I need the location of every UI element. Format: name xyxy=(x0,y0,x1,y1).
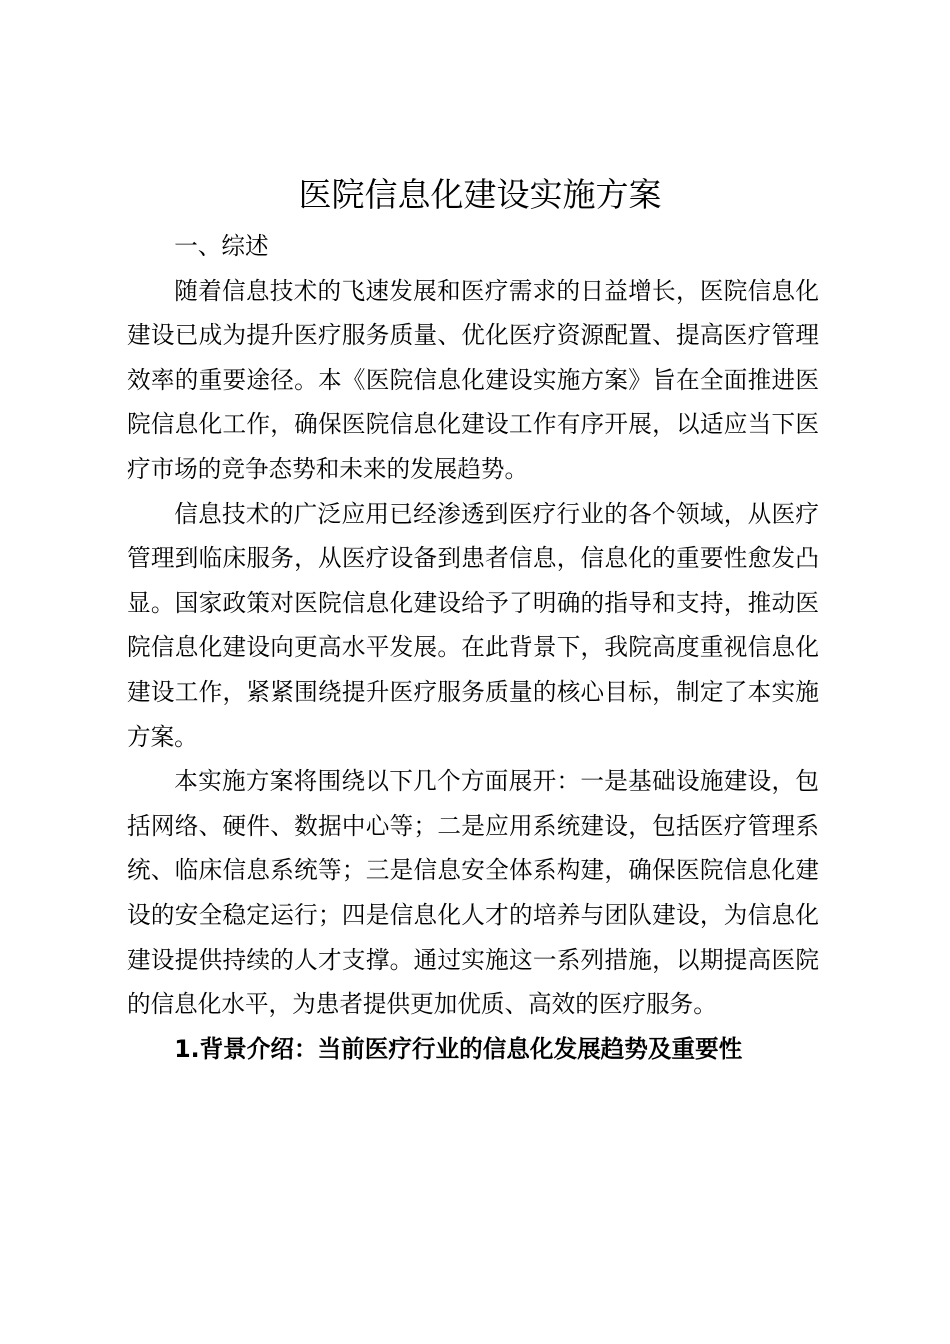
section-heading: 一、综述 xyxy=(174,232,269,260)
paragraph-plan: 本实施方案将围绕以下几个方面展开：一是基础设施建设，包括网络、硬件、数据中心等；二是应用系统建设，包括医疗管理系统、临床信息系统等；三是信息安全体系构建，确保医院信息化建设的安全稳定运行；四是信息化人才的培养与团队建设，为信息化建设提供持续的人才支撑。通过实施这一系列措施，以期提高医院的信息化水平，为患者提供更加优质、高效的医疗服务。 xyxy=(127,767,819,1019)
paragraph-overview: 随着信息技术的飞速发展和医疗需求的日益增长，医院信息化建设已成为提升医疗服务质量、优化医疗资源配置、提高医疗管理效率的重要途径。本《医院信息化建设实施方案》旨在全面推进医院信息化工作，确保医院信息化建设工作有序开展，以适应当下医疗市场的竞争态势和未来的发展趋势。 xyxy=(127,276,819,483)
document-title: 医院信息化建设实施方案 xyxy=(298,175,662,214)
subheading-background-intro: 1.背景介绍：当前医疗行业的信息化发展趋势及重要性 xyxy=(174,1034,743,1063)
paragraph-background: 信息技术的广泛应用已经渗透到医疗行业的各个领域，从医疗管理到临床服务，从医疗设备到患者信息，信息化的重要性愈发凸显。国家政策对医院信息化建设给予了明确的指导和支持，推动医院信息化建设向更高水平发展。在此背景下，我院高度重视信息化建设工作，紧紧围绕提升医疗服务质量的核心目标，制定了本实施方案。 xyxy=(127,499,819,751)
document-body xyxy=(127,224,819,1071)
